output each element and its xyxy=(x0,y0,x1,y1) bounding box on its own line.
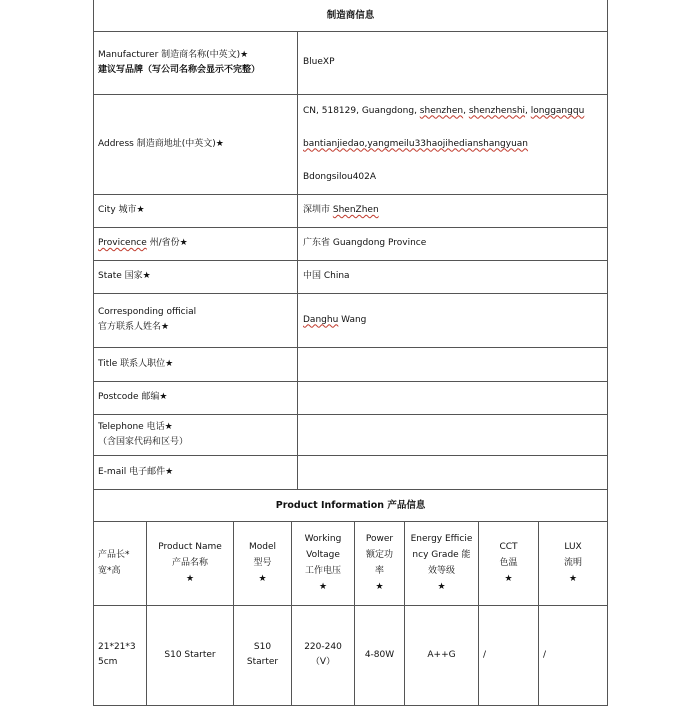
province-label: Provicence 州/省份★ xyxy=(94,227,298,260)
telephone-value[interactable] xyxy=(298,414,608,455)
col-header-lux: LUX 流明 ★ xyxy=(539,521,608,605)
product-header-row xyxy=(94,489,608,521)
province-value[interactable]: 广东省 Guangdong Province xyxy=(298,227,608,260)
title-row xyxy=(94,347,608,381)
col-header-voltage: Working Voltage 工作电压 ★ xyxy=(292,521,355,605)
title-value[interactable] xyxy=(298,347,608,381)
product-table xyxy=(93,489,608,706)
state-row xyxy=(94,260,608,293)
address-row xyxy=(94,94,608,194)
postcode-row xyxy=(94,381,608,414)
cell-cct[interactable]: / xyxy=(479,605,539,705)
manufacturer-label: Manufacturer 制造商名称(中英文)★ 建议写品牌（写公司名称会显示不完整） xyxy=(94,31,298,94)
state-value[interactable]: 中国 China xyxy=(298,260,608,293)
email-label: E-mail 电子邮件★ xyxy=(94,455,298,489)
col-header-model: Model 型号 ★ xyxy=(234,521,292,605)
postcode-value[interactable] xyxy=(298,381,608,414)
manufacturer-section-title: 制造商信息 xyxy=(94,0,608,31)
col-header-power: Power 额定功 率 ★ xyxy=(355,521,405,605)
cell-lux[interactable]: / xyxy=(539,605,608,705)
email-row xyxy=(94,455,608,489)
title-label: Title 联系人职位★ xyxy=(94,347,298,381)
address-line-2: bantianjiedao,yangmeilu33haojihedianshangyuan xyxy=(303,138,529,149)
product-column-headers xyxy=(94,521,608,605)
manufacturer-table xyxy=(93,0,608,490)
cell-dimensions[interactable]: 21*21*3 5cm xyxy=(94,605,147,705)
address-line-3: Bdongsilou402A xyxy=(303,171,377,182)
city-label: City 城市★ xyxy=(94,194,298,227)
address-line-1: CN, 518129, Guangdong, shenzhen, shenzhenshi, longgangqu xyxy=(303,105,585,116)
official-row xyxy=(94,293,608,347)
cell-product-name[interactable]: S10 Starter xyxy=(147,605,234,705)
city-row xyxy=(94,194,608,227)
col-header-energy-grade: Energy Efficie ncy Grade 能 效等级 ★ xyxy=(405,521,479,605)
postcode-label: Postcode 邮编★ xyxy=(94,381,298,414)
form-sheet xyxy=(93,0,607,700)
state-label: State 国家★ xyxy=(94,260,298,293)
address-label: Address 制造商地址(中英文)★ xyxy=(94,94,298,194)
city-value[interactable]: 深圳市 ShenZhen xyxy=(298,194,608,227)
col-header-cct: CCT 色温 ★ xyxy=(479,521,539,605)
address-value[interactable] xyxy=(298,94,608,194)
col-header-product-name: Product Name 产品名称 ★ xyxy=(147,521,234,605)
manufacturer-row xyxy=(94,31,608,94)
telephone-row xyxy=(94,414,608,455)
manufacturer-header-row xyxy=(94,0,608,31)
cell-energy-grade[interactable]: A++G xyxy=(405,605,479,705)
col-header-dimensions: 产品长* 宽*高 xyxy=(94,521,147,605)
cell-model[interactable]: S10 Starter xyxy=(234,605,292,705)
manufacturer-value[interactable]: BlueXP xyxy=(298,31,608,94)
email-value[interactable] xyxy=(298,455,608,489)
province-row xyxy=(94,227,608,260)
product-data-row xyxy=(94,605,608,705)
official-label: Corresponding official 官方联系人姓名★ xyxy=(94,293,298,347)
product-section-title: Product Information 产品信息 xyxy=(94,489,608,521)
cell-voltage[interactable]: 220-240（V） xyxy=(292,605,355,705)
cell-power[interactable]: 4-80W xyxy=(355,605,405,705)
official-value[interactable]: Danghu Wang xyxy=(298,293,608,347)
telephone-label: Telephone 电话★ （含国家代码和区号） xyxy=(94,414,298,455)
